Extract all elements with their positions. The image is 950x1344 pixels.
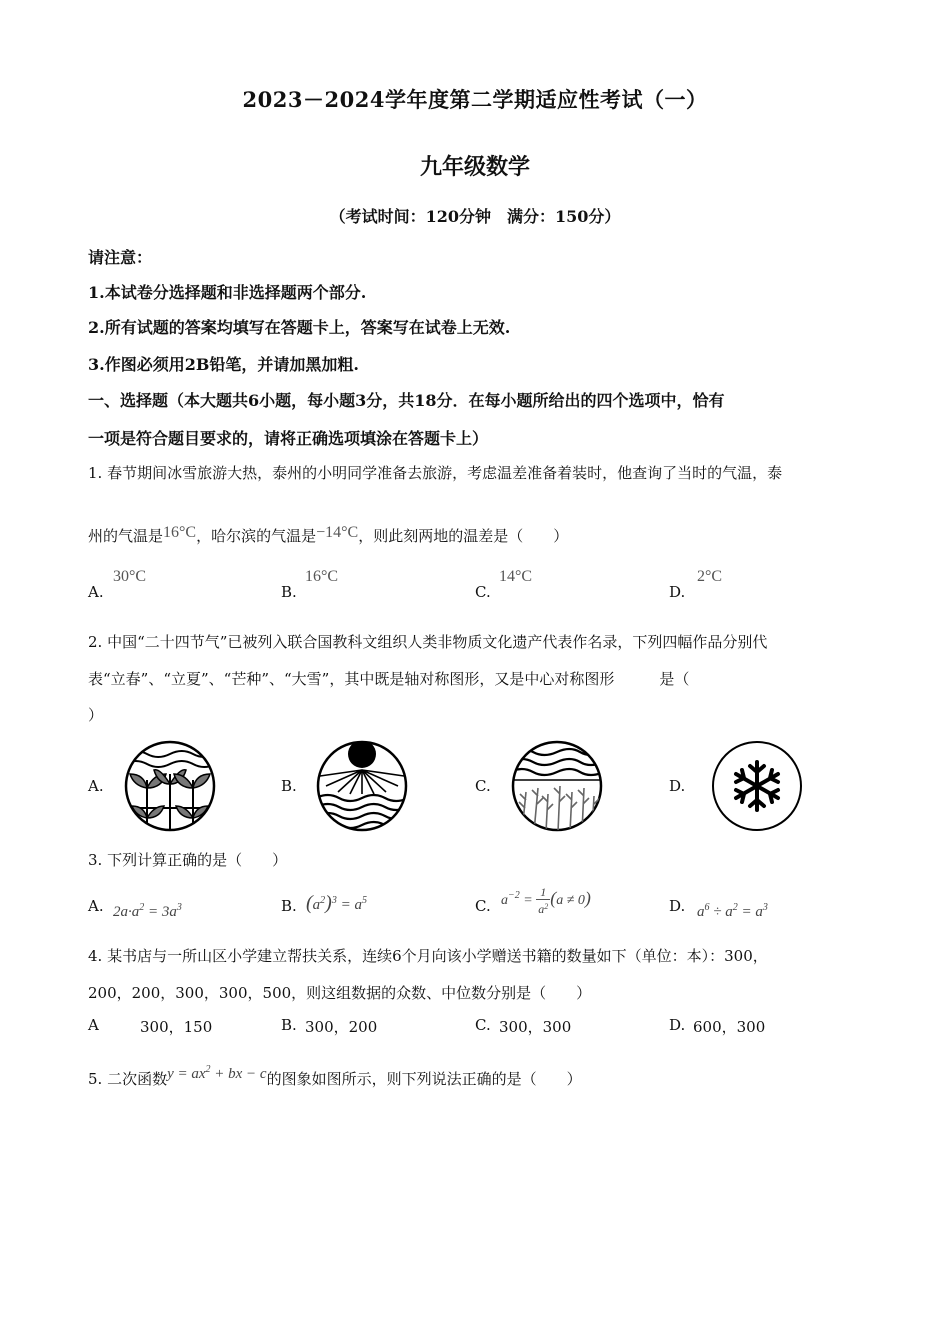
q2-line2: 表“立春”、“立夏”、“芒种”、“大雪”，其中既是轴对称图形，又是中心对称图形 是（ [88, 670, 690, 688]
q1-option-b-value: 16°C [305, 568, 339, 585]
q1-option-a-label[interactable]: A. [88, 583, 104, 601]
q3-option-d-formula: $a^6 \div a^2 = a^3$ [697, 902, 768, 920]
q1-text-c: ，则此刻两地的温差是（ ） [358, 527, 569, 545]
notice-heading: 请注意： [88, 248, 153, 267]
q2-line1: 2. 中国“二十四节气”已被列入联合国教科文组织人类非物质文化遗产代表作名录，下列四幅作品分别代 [88, 633, 768, 651]
q3-option-d-label[interactable]: D. [669, 897, 686, 915]
snowflake-emblem-icon [710, 740, 804, 832]
section1-line2: 一项是符合题目要求的，请将正确选项填涂在答题卡上） [88, 429, 489, 448]
exam-info: （考试时间：120分钟 满分：150分） [329, 207, 621, 226]
q1-text-b: ，哈尔滨的气温是 [196, 527, 317, 545]
q1-option-d-label[interactable]: D. [669, 583, 686, 601]
exam-subject: 九年级数学 [419, 154, 530, 180]
notice-item-1: 1.本试卷分选择题和非选择题两个部分. [88, 283, 367, 302]
q1-option-c-value: 14°C [499, 568, 533, 585]
q3-option-a-label[interactable]: A. [88, 897, 104, 915]
q2-option-d-label[interactable]: D. [669, 777, 686, 795]
sprout-emblem-icon [124, 740, 216, 832]
q3-option-a-formula: $2a\cdot a^2 = 3a^3$ [113, 902, 182, 920]
q2-option-c-label[interactable]: C. [475, 777, 491, 795]
q1-option-a-value: 30°C [113, 568, 147, 585]
notice-item-3: 3.作图必须用2B铅笔，并请加黑加粗. [88, 355, 359, 374]
q3-option-b-label[interactable]: B. [281, 897, 297, 915]
notice-item-2: 2.所有试题的答案均填写在答题卡上，答案写在试卷上无效. [88, 318, 511, 337]
q2-option-b-label[interactable]: B. [281, 777, 297, 795]
q5-function-formula: $y = ax^2$ + bx − c [167, 1064, 267, 1082]
q4-option-c-label[interactable]: C. [475, 1016, 491, 1034]
q4-option-a-value: 300，150 [140, 1018, 213, 1036]
q1-option-b-label[interactable]: B. [281, 583, 297, 601]
q3-option-c-formula: $a^{-2}$ = $\frac{1}{a^2}$ (a ≠ 0) [501, 885, 591, 916]
q1-temp-harbin: −14°C [316, 524, 359, 541]
q4-option-a-label[interactable]: A [88, 1016, 99, 1034]
q2-line3: ） [88, 706, 104, 724]
q3-option-c-label[interactable]: C. [475, 897, 491, 915]
q4-line2: 200，200，300，300，500，则这组数据的众数、中位数分别是（ ） [88, 984, 592, 1002]
q1-text-a: 州的气温是 [88, 527, 164, 545]
q4-line1: 4. 某书店与一所山区小学建立帮扶关系，连续6个月向该小学赠送书籍的数量如下（单位：本）：300， [88, 947, 768, 965]
sun-emblem-icon [316, 740, 408, 832]
q5-stem-b: 的图象如图所示，则下列说法正确的是（ ） [266, 1070, 582, 1088]
q1-option-c-label[interactable]: C. [475, 583, 491, 601]
section1-line1: 一、选择题（本大题共6小题，每小题3分，共18分．在每小题所给出的四个选项中，恰有 [88, 391, 725, 410]
q1-line1: 1. 春节期间冰雪旅游大热，泰州的小明同学准备去旅游，考虑温差准备着装时，他查询了当时的气温，泰 [88, 464, 783, 482]
q3-stem: 3. 下列计算正确的是（ ） [88, 851, 288, 869]
q1-option-d-value: 2°C [697, 568, 723, 585]
q2-option-a-label[interactable]: A. [88, 777, 104, 795]
grain-emblem-icon [510, 740, 604, 832]
q4-option-d-label[interactable]: D. [669, 1016, 686, 1034]
q5-stem [88, 1064, 582, 1089]
q4-option-b-label[interactable]: B. [281, 1016, 297, 1034]
q4-option-b-value: 300，200 [305, 1018, 378, 1036]
exam-title: 2023－2024学年度第二学期适应性考试（一） [242, 87, 708, 112]
q3-option-b-formula: $(a^2)^3 = a^5$ [306, 892, 367, 914]
q1-line2 [88, 524, 568, 546]
q5-stem-a: 5. 二次函数 [88, 1070, 168, 1088]
q4-option-d-value: 600，300 [693, 1018, 766, 1036]
q1-temp-taizhou: 16°C [163, 524, 197, 541]
q4-option-c-value: 300，300 [499, 1018, 572, 1036]
